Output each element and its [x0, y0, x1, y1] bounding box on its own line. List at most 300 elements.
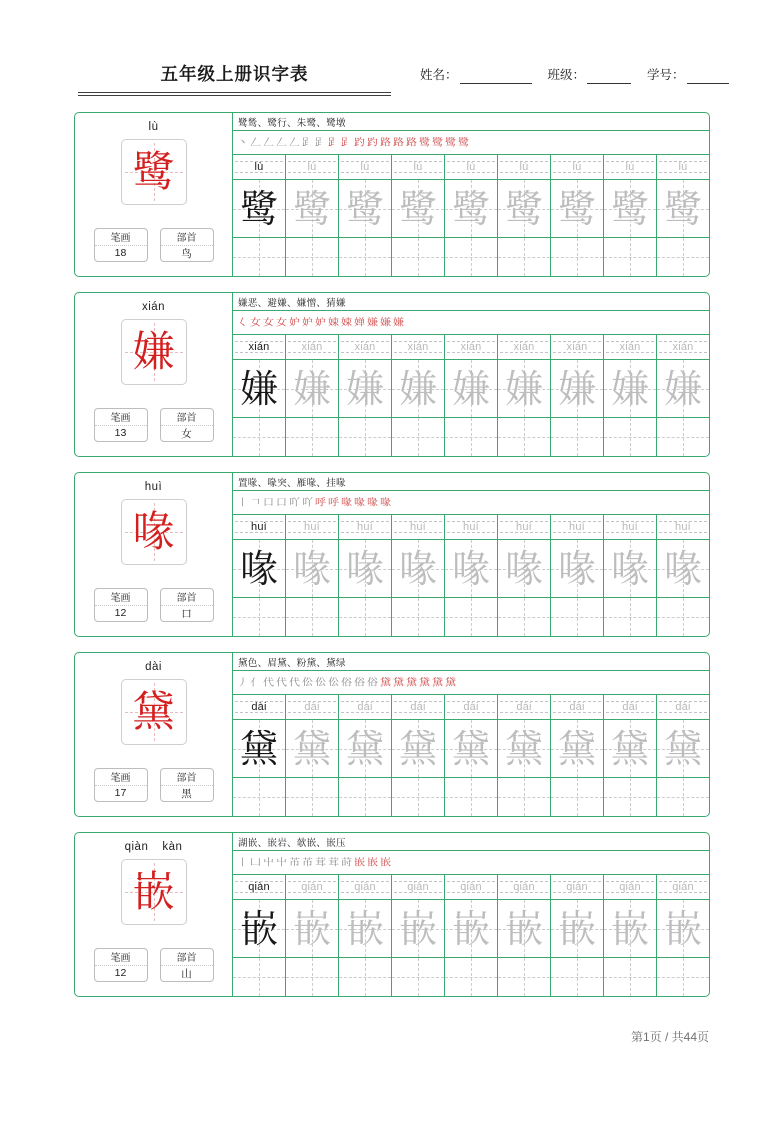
pinyin-trace-cell[interactable]: qiàn	[286, 875, 339, 899]
guide-line-vertical	[418, 418, 419, 456]
radical-box	[160, 408, 214, 442]
guide-line-vertical	[471, 598, 472, 636]
pinyin-trace-cell[interactable]: huì	[286, 515, 339, 539]
stroke-step: 喙	[354, 496, 365, 509]
blank-practice-cell[interactable]	[657, 598, 709, 636]
stroke-step: 呼	[328, 496, 339, 509]
pinyin-trace-cell[interactable]: qiàn	[392, 875, 445, 899]
character-trace-cell[interactable]	[445, 720, 498, 777]
trace-character: 黛	[345, 726, 384, 771]
pinyin-trace-row	[233, 515, 709, 540]
character-trace-cell[interactable]	[498, 900, 551, 957]
character-trace-cell[interactable]	[392, 360, 445, 417]
trace-character: 黛	[292, 726, 331, 771]
character-info-panel	[75, 113, 233, 276]
character-trace-cell[interactable]	[286, 720, 339, 777]
radical-box	[160, 768, 214, 802]
pinyin-trace-cell[interactable]: qiàn	[498, 875, 551, 899]
trace-character: 嫌	[663, 366, 702, 411]
guide-line-vertical	[577, 958, 578, 996]
stroke-step: 娕	[341, 316, 352, 329]
character-trace-cell[interactable]	[233, 540, 286, 597]
character-trace-cell[interactable]	[286, 180, 339, 237]
stroke-step: 𧾷	[302, 136, 313, 149]
blank-practice-cell[interactable]	[657, 778, 709, 816]
blank-practice-cell[interactable]	[551, 958, 604, 996]
character-trace-cell[interactable]	[551, 540, 604, 597]
guide-line-vertical	[418, 778, 419, 816]
character-trace-cell[interactable]	[286, 360, 339, 417]
blank-practice-cell[interactable]	[498, 418, 551, 456]
character-trace-cell[interactable]	[286, 900, 339, 957]
guide-line-vertical	[577, 778, 578, 816]
stroke-count-box	[94, 228, 148, 262]
trace-character: 喙	[610, 546, 649, 591]
model-character-box	[121, 499, 187, 565]
radical-box	[160, 948, 214, 982]
blank-practice-cell[interactable]	[498, 238, 551, 276]
guide-line-vertical	[630, 958, 631, 996]
stroke-count-box	[94, 408, 148, 442]
guide-line-vertical	[524, 598, 525, 636]
stroke-step: 嫌	[367, 316, 378, 329]
blank-practice-cell[interactable]	[286, 598, 339, 636]
title-double-rule	[78, 92, 391, 96]
character-block	[74, 112, 710, 277]
stroke-step: 呼	[315, 496, 326, 509]
pinyin-trace-cell[interactable]: qiàn	[551, 875, 604, 899]
character-trace-row	[233, 180, 709, 238]
blank-practice-cell[interactable]	[392, 238, 445, 276]
character-trace-cell[interactable]	[233, 900, 286, 957]
stroke-step: 路	[406, 136, 417, 149]
blank-practice-cell[interactable]	[233, 418, 286, 456]
field-student-id-label: 学号：	[647, 68, 685, 82]
character-trace-cell[interactable]	[657, 900, 709, 957]
character-trace-cell[interactable]	[498, 360, 551, 417]
pinyin-trace-cell[interactable]: qiàn	[339, 875, 392, 899]
trace-character: 黛	[663, 726, 702, 771]
pinyin-trace-cell[interactable]: dài	[445, 695, 498, 719]
stroke-step: 喙	[367, 496, 378, 509]
trace-character: 鹭	[398, 186, 437, 231]
trace-character: 嵌	[292, 906, 331, 951]
character-trace-cell[interactable]	[392, 540, 445, 597]
character-info-panel	[75, 473, 233, 636]
pinyin-trace-cell[interactable]: lù	[233, 155, 286, 179]
trace-character: 嵌	[663, 906, 702, 951]
pinyin-trace-cell[interactable]: xián	[233, 335, 286, 359]
blank-practice-cell[interactable]	[498, 778, 551, 816]
radical-label: 部首	[161, 769, 213, 786]
character-trace-cell[interactable]	[445, 360, 498, 417]
field-name-input[interactable]	[460, 68, 532, 84]
blank-practice-cell[interactable]	[445, 238, 498, 276]
trace-character: 鹭	[451, 186, 490, 231]
pinyin-trace-cell[interactable]: dài	[392, 695, 445, 719]
blank-practice-cell[interactable]	[339, 418, 392, 456]
trace-character: 喙	[557, 546, 596, 591]
guide-line-vertical	[577, 238, 578, 276]
blank-practice-cell[interactable]	[498, 598, 551, 636]
stroke-step: 路	[380, 136, 391, 149]
character-trace-cell[interactable]	[233, 360, 286, 417]
field-student-id-input[interactable]	[687, 68, 729, 84]
pinyin-trace-cell[interactable]: dài	[498, 695, 551, 719]
example-words: 置喙、喙突、雁喙、挂喙	[233, 473, 709, 491]
guide-line-vertical	[683, 598, 684, 636]
stroke-step: 代	[263, 676, 274, 689]
blank-practice-cell[interactable]	[445, 778, 498, 816]
blank-practice-cell[interactable]	[339, 778, 392, 816]
pinyin-trace-cell[interactable]: lù	[657, 155, 709, 179]
pinyin-secondary: kàn	[162, 841, 183, 853]
pinyin-trace-cell[interactable]: lù	[604, 155, 657, 179]
pinyin-trace-cell[interactable]: dài	[551, 695, 604, 719]
field-name-label: 姓名：	[420, 68, 458, 82]
practice-area	[233, 653, 709, 816]
character-trace-cell[interactable]	[657, 180, 709, 237]
pinyin-trace-cell[interactable]: lù	[445, 155, 498, 179]
character-trace-cell[interactable]	[445, 900, 498, 957]
model-character: 鹭	[132, 147, 175, 196]
character-trace-row	[233, 360, 709, 418]
blank-practice-cell[interactable]	[339, 958, 392, 996]
stroke-step: 𧾷	[328, 136, 339, 149]
guide-line-vertical	[524, 418, 525, 456]
character-trace-cell[interactable]	[233, 720, 286, 777]
pinyin-trace-cell[interactable]: xián	[657, 335, 709, 359]
character-trace-cell[interactable]	[604, 180, 657, 237]
radical-box	[160, 588, 214, 622]
blank-practice-cell[interactable]	[551, 598, 604, 636]
pinyin-trace-cell[interactable]: dài	[233, 695, 286, 719]
field-class	[548, 66, 632, 84]
character-pinyin	[75, 301, 232, 313]
character-trace-cell[interactable]	[445, 180, 498, 237]
trace-character: 黛	[504, 726, 543, 771]
pinyin-trace-cell[interactable]: huì	[392, 515, 445, 539]
character-block	[74, 292, 710, 457]
trace-character: 喙	[345, 546, 384, 591]
pinyin-trace-cell[interactable]: huì	[233, 515, 286, 539]
stroke-step: 屮	[276, 856, 287, 869]
character-info-panel	[75, 653, 233, 816]
guide-line-vertical	[259, 418, 260, 456]
stroke-step: 嵌	[367, 856, 378, 869]
blank-practice-cell[interactable]	[604, 778, 657, 816]
trace-character: 嫌	[610, 366, 649, 411]
radical-value: 口	[181, 607, 192, 620]
character-trace-cell[interactable]	[286, 540, 339, 597]
example-words: 黛色、眉黛、粉黛、黛绿	[233, 653, 709, 671]
guide-line-vertical	[471, 418, 472, 456]
pinyin-trace-cell[interactable]: huì	[498, 515, 551, 539]
character-block	[74, 472, 710, 637]
stroke-step: 女	[263, 316, 274, 329]
blank-practice-cell[interactable]	[286, 418, 339, 456]
trace-character: 黛	[451, 726, 490, 771]
character-trace-cell[interactable]	[339, 900, 392, 957]
character-trace-cell[interactable]	[604, 900, 657, 957]
stroke-step: 妒	[289, 316, 300, 329]
guide-line-vertical	[524, 958, 525, 996]
pinyin-trace-row	[233, 695, 709, 720]
stroke-order-row	[233, 131, 709, 155]
stroke-count-value: 13	[114, 427, 127, 440]
stroke-count-label: 笔画	[95, 409, 147, 426]
trace-character: 鹭	[610, 186, 649, 231]
blank-practice-row	[233, 418, 709, 456]
practice-area	[233, 293, 709, 456]
character-trace-cell[interactable]	[604, 720, 657, 777]
blank-practice-cell[interactable]	[498, 958, 551, 996]
pinyin-trace-cell[interactable]: xián	[604, 335, 657, 359]
character-trace-cell[interactable]	[392, 720, 445, 777]
blank-practice-cell[interactable]	[604, 598, 657, 636]
blank-practice-cell[interactable]	[604, 958, 657, 996]
stroke-step: 屮	[263, 856, 274, 869]
pinyin-trace-cell[interactable]: xián	[551, 335, 604, 359]
character-trace-cell[interactable]	[392, 900, 445, 957]
stroke-step: 𠃋	[276, 136, 287, 149]
pinyin-trace-cell[interactable]: xián	[286, 335, 339, 359]
stroke-step: 亻	[250, 676, 261, 689]
blank-practice-cell[interactable]	[657, 418, 709, 456]
trace-character: 嵌	[451, 906, 490, 951]
character-trace-cell[interactable]	[339, 180, 392, 237]
radical-label: 部首	[161, 229, 213, 246]
stroke-count-box	[94, 768, 148, 802]
blank-practice-cell[interactable]	[604, 418, 657, 456]
pinyin-trace-cell[interactable]: qiàn	[657, 875, 709, 899]
character-trace-cell[interactable]	[604, 360, 657, 417]
blank-practice-cell[interactable]	[339, 598, 392, 636]
pinyin-trace-row	[233, 155, 709, 180]
blank-practice-cell[interactable]	[339, 238, 392, 276]
pinyin-trace-cell[interactable]: dài	[604, 695, 657, 719]
trace-character: 嵌	[610, 906, 649, 951]
character-trace-cell[interactable]	[657, 540, 709, 597]
trace-character: 鹭	[504, 186, 543, 231]
character-trace-cell[interactable]	[392, 180, 445, 237]
radical-label: 部首	[161, 409, 213, 426]
pinyin-trace-cell[interactable]: lù	[286, 155, 339, 179]
stroke-step: 婵	[354, 316, 365, 329]
guide-line-vertical	[365, 778, 366, 816]
guide-line-vertical	[418, 958, 419, 996]
guide-line-vertical	[312, 238, 313, 276]
pinyin-trace-cell[interactable]: huì	[445, 515, 498, 539]
character-trace-cell[interactable]	[551, 360, 604, 417]
trace-character: 喙	[451, 546, 490, 591]
blank-practice-cell[interactable]	[392, 418, 445, 456]
trace-character: 喙	[663, 546, 702, 591]
stroke-step: 代	[289, 676, 300, 689]
stroke-step: 丨	[237, 856, 248, 869]
guide-line-vertical	[259, 238, 260, 276]
blank-practice-cell[interactable]	[233, 238, 286, 276]
trace-character: 喙	[504, 546, 543, 591]
pinyin-trace-cell[interactable]: xián	[339, 335, 392, 359]
character-pinyin	[75, 841, 232, 853]
stroke-step: 𧾷	[315, 136, 326, 149]
character-trace-cell[interactable]	[657, 720, 709, 777]
practice-area	[233, 473, 709, 636]
blank-practice-cell[interactable]	[286, 778, 339, 816]
pinyin-trace-cell[interactable]: huì	[551, 515, 604, 539]
pinyin-trace-cell[interactable]: dài	[657, 695, 709, 719]
trace-character: 黛	[239, 726, 278, 771]
pinyin-trace-cell[interactable]: huì	[657, 515, 709, 539]
stroke-count-box	[94, 588, 148, 622]
blank-practice-cell[interactable]	[657, 238, 709, 276]
blank-practice-cell[interactable]	[604, 238, 657, 276]
pinyin-trace-cell[interactable]: huì	[339, 515, 392, 539]
guide-line-vertical	[471, 238, 472, 276]
pinyin-trace-cell[interactable]: dài	[286, 695, 339, 719]
pinyin-primary: huì	[144, 481, 163, 493]
character-trace-cell[interactable]	[339, 360, 392, 417]
radical-box	[160, 228, 214, 262]
character-meta-row	[75, 768, 232, 802]
stroke-step: 黛	[406, 676, 417, 689]
page-header	[0, 62, 783, 108]
stroke-step: 黛	[380, 676, 391, 689]
pinyin-trace-cell[interactable]: lù	[392, 155, 445, 179]
trace-character: 嫌	[451, 366, 490, 411]
blank-practice-cell[interactable]	[392, 958, 445, 996]
stroke-count-label: 笔画	[95, 229, 147, 246]
blank-practice-cell[interactable]	[551, 238, 604, 276]
guide-line-vertical	[630, 238, 631, 276]
blank-practice-cell[interactable]	[657, 958, 709, 996]
guide-line-vertical	[312, 418, 313, 456]
blank-practice-cell[interactable]	[392, 778, 445, 816]
pinyin-trace-cell[interactable]: xián	[445, 335, 498, 359]
character-trace-cell[interactable]	[498, 180, 551, 237]
trace-character: 鹭	[557, 186, 596, 231]
pinyin-trace-cell[interactable]: qiàn	[604, 875, 657, 899]
stroke-step: 吖	[302, 496, 313, 509]
stroke-step: 女	[250, 316, 261, 329]
pinyin-trace-cell[interactable]: qiàn	[445, 875, 498, 899]
character-trace-cell[interactable]	[657, 360, 709, 417]
pinyin-trace-cell[interactable]: lù	[339, 155, 392, 179]
blank-practice-cell[interactable]	[551, 778, 604, 816]
blank-practice-row	[233, 238, 709, 276]
stroke-step: 妒	[302, 316, 313, 329]
stroke-step: 茸	[315, 856, 326, 869]
blank-practice-cell[interactable]	[445, 958, 498, 996]
stroke-step: 茸	[328, 856, 339, 869]
trace-character: 鹭	[239, 186, 278, 231]
pinyin-trace-cell[interactable]: xián	[392, 335, 445, 359]
blank-practice-cell[interactable]	[286, 238, 339, 276]
character-trace-cell[interactable]	[339, 540, 392, 597]
character-trace-cell[interactable]	[551, 180, 604, 237]
stroke-step: 口	[276, 496, 287, 509]
pinyin-trace-cell[interactable]: lù	[551, 155, 604, 179]
example-words: 鹭鸶、鹭行、朱鹭、鹭墩	[233, 113, 709, 131]
field-class-input[interactable]	[587, 68, 631, 84]
pinyin-primary: xián	[141, 301, 166, 313]
stroke-step: 芇	[302, 856, 313, 869]
pinyin-trace-cell[interactable]: dài	[339, 695, 392, 719]
blank-practice-cell[interactable]	[392, 598, 445, 636]
stroke-step: 路	[393, 136, 404, 149]
character-trace-cell[interactable]	[339, 720, 392, 777]
pinyin-trace-cell[interactable]: xián	[498, 335, 551, 359]
guide-line-vertical	[471, 958, 472, 996]
trace-character: 黛	[398, 726, 437, 771]
trace-character: 喙	[292, 546, 331, 591]
blank-practice-cell[interactable]	[233, 778, 286, 816]
trace-character: 嫌	[292, 366, 331, 411]
blank-practice-cell[interactable]	[233, 958, 286, 996]
guide-line-vertical	[312, 598, 313, 636]
guide-line-vertical	[259, 778, 260, 816]
model-character: 喙	[132, 507, 175, 556]
trace-character: 嵌	[398, 906, 437, 951]
character-trace-row	[233, 540, 709, 598]
character-trace-cell[interactable]	[445, 540, 498, 597]
guide-line-vertical	[683, 418, 684, 456]
page-title-wrap	[78, 62, 391, 86]
guide-line-vertical	[365, 238, 366, 276]
character-info-panel	[75, 833, 233, 996]
blank-practice-cell[interactable]	[233, 598, 286, 636]
character-meta-row	[75, 948, 232, 982]
pinyin-trace-cell[interactable]: lù	[498, 155, 551, 179]
trace-character: 嫌	[398, 366, 437, 411]
blank-practice-cell[interactable]	[286, 958, 339, 996]
trace-character: 嵌	[239, 906, 278, 951]
character-pinyin	[75, 661, 232, 673]
blank-practice-cell[interactable]	[445, 598, 498, 636]
radical-label: 部首	[161, 949, 213, 966]
character-trace-cell[interactable]	[551, 900, 604, 957]
stroke-step: 丨	[237, 496, 248, 509]
stroke-step: 丿	[237, 676, 248, 689]
blank-practice-cell[interactable]	[551, 418, 604, 456]
character-trace-cell[interactable]	[498, 720, 551, 777]
radical-value: 女	[181, 427, 192, 440]
stroke-step: 代	[276, 676, 287, 689]
pinyin-trace-cell[interactable]: qiàn	[233, 875, 286, 899]
character-info-panel	[75, 293, 233, 456]
blank-practice-cell[interactable]	[445, 418, 498, 456]
stroke-step: 黛	[432, 676, 443, 689]
blank-practice-row	[233, 778, 709, 816]
guide-line-vertical	[524, 778, 525, 816]
stroke-step: 𠃍	[250, 496, 261, 509]
character-trace-cell[interactable]	[498, 540, 551, 597]
radical-value: 鸟	[181, 247, 192, 260]
character-trace-cell[interactable]	[233, 180, 286, 237]
trace-character: 嵌	[345, 906, 384, 951]
trace-character: 嫌	[557, 366, 596, 411]
character-trace-cell[interactable]	[551, 720, 604, 777]
character-trace-cell[interactable]	[604, 540, 657, 597]
practice-area	[233, 113, 709, 276]
stroke-order-row	[233, 851, 709, 875]
stroke-count-value: 12	[114, 607, 127, 620]
stroke-count-box	[94, 948, 148, 982]
trace-character: 黛	[610, 726, 649, 771]
pinyin-trace-cell[interactable]: huì	[604, 515, 657, 539]
stroke-step: 黛	[419, 676, 430, 689]
